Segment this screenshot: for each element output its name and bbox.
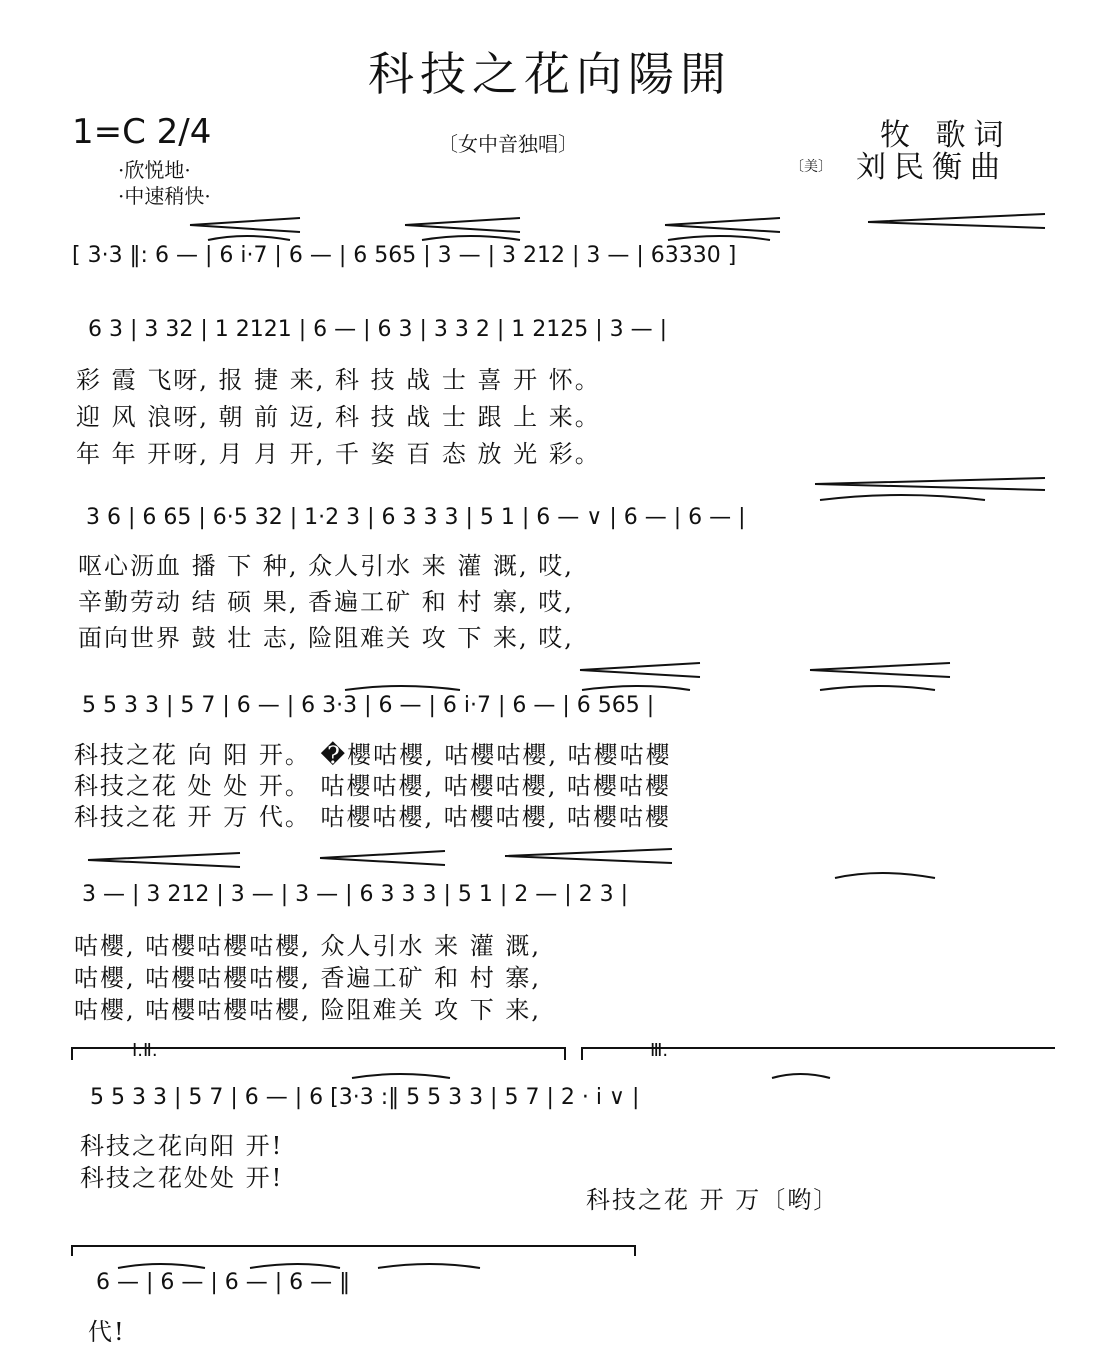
lyric-2-verse-3: 年 年 开呀, 月 月 开, 千 姿 百 态 放 光 彩。: [76, 440, 601, 468]
tie-1c: [668, 236, 770, 240]
lyric-4-verse-1: 科技之花 向 阳 开。 �櫻咕櫻, 咕櫻咕櫻, 咕櫻咕櫻: [74, 741, 672, 769]
composer-nationality: 〔美〕: [790, 159, 832, 175]
hairpin-1c: [665, 218, 780, 232]
lyric-3-verse-3: 面向世界 鼓 壮 志, 险阻难关 攻 下 来, 哎,: [78, 624, 574, 652]
hairpin-1a: [190, 218, 300, 232]
score-line-6: 5 5 3 3 | 5 7 | 6 — | 6 [3·3 :‖ 5 5 3 3 | 5 7 | 2 · i ∨ |: [90, 1085, 640, 1110]
volta-3-label: Ⅲ.: [650, 1040, 669, 1061]
lyric-4-verse-2: 科技之花 处 处 开。 咕櫻咕櫻, 咕櫻咕櫻, 咕櫻咕櫻: [74, 772, 672, 800]
hairpin-4a: [580, 663, 700, 677]
lyric-7: 代!: [88, 1318, 126, 1346]
volta-1-2-label: Ⅰ.Ⅱ.: [132, 1040, 158, 1061]
lyric-5-verse-2: 咕櫻, 咕櫻咕櫻咕櫻, 香遍工矿 和 村 寨,: [74, 964, 542, 992]
hairpin-5c: [505, 849, 672, 863]
tie-5: [835, 873, 935, 878]
hairpin-4b: [810, 663, 950, 677]
tempo-marking-1: ·欣悦地·: [118, 158, 191, 182]
hairpin-1d: [868, 214, 1045, 228]
score-line-3: 3 6 | 6 65 | 6·5 32 | 1·2 3 | 6 3 3 3 | 5 1 | 6 — ∨ | 6 — | 6 — |: [86, 505, 746, 530]
lyric-6-verse-2: 科技之花处处 开!: [80, 1164, 284, 1192]
lyric-6-verse-1: 科技之花向阳 开!: [80, 1132, 284, 1160]
tie-4c: [820, 686, 935, 690]
tie-6b: [772, 1074, 830, 1078]
tie-7a: [118, 1264, 205, 1268]
lyric-2-verse-2: 迎 风 浪呀, 朝 前 迈, 科 技 战 士 跟 上 来。: [76, 403, 601, 431]
key-signature: 1=C 2/4: [72, 112, 212, 152]
score-line-1: [ 3·3 ‖: 6 — | 6 i·7 | 6 — | 6 565 | 3 — | 3 212 | 3 — | 63330 ]: [72, 243, 737, 268]
lyric-6-verse-3: 科技之花 开 万〔哟〕: [586, 1186, 840, 1214]
volta-bracket-2: [582, 1048, 1055, 1060]
tie-1b: [422, 236, 520, 240]
hairpin-5b: [320, 851, 445, 865]
song-title: 科技之花向陽開: [368, 47, 732, 101]
voice-type: 〔女中音独唱〕: [438, 132, 578, 156]
volta-bracket-1: [72, 1048, 565, 1060]
tie-1a: [208, 236, 290, 240]
tie-6a: [352, 1074, 450, 1078]
composer-credit: 刘民衡曲: [856, 150, 1008, 185]
tie-3: [820, 495, 985, 500]
score-line-4: 5 5 3 3 | 5 7 | 6 — | 6 3·3 | 6 — | 6 i·7 | 6 — | 6 565 |: [82, 693, 655, 718]
score-line-7: 6 — | 6 — | 6 — | 6 — ‖: [96, 1270, 351, 1295]
hairpin-5a: [88, 853, 240, 867]
lyric-2-verse-1: 彩 霞 飞呀, 报 捷 来, 科 技 战 士 喜 开 怀。: [76, 366, 601, 394]
hairpin-3: [815, 478, 1045, 490]
lyric-4-verse-3: 科技之花 开 万 代。 咕櫻咕櫻, 咕櫻咕櫻, 咕櫻咕櫻: [74, 803, 672, 831]
lyric-3-verse-2: 辛勤劳动 结 硕 果, 香遍工矿 和 村 寨, 哎,: [78, 588, 574, 616]
tempo-marking-2: ·中速稍快·: [118, 184, 211, 208]
tie-4a: [345, 686, 460, 690]
score-line-5: 3 — | 3 212 | 3 — | 3 — | 6 3 3 3 | 5 1 | 2 — | 2 3 |: [82, 882, 629, 907]
score-line-2: 6 3 | 3 32 | 1 2121 | 6 — | 6 3 | 3 3 2 | 1 2125 | 3 — |: [88, 317, 668, 342]
tie-4b: [582, 686, 690, 690]
lyric-5-verse-1: 咕櫻, 咕櫻咕櫻咕櫻, 众人引水 来 灌 溉,: [74, 932, 542, 960]
lyric-5-verse-3: 咕櫻, 咕櫻咕櫻咕櫻, 险阻难关 攻 下 来,: [74, 996, 542, 1024]
tie-7b: [250, 1264, 340, 1268]
tie-7c: [378, 1264, 480, 1268]
lyricist-credit: 牧 歌词: [880, 118, 1012, 153]
coda-bracket: [72, 1246, 635, 1256]
hairpin-1b: [405, 218, 520, 232]
lyric-3-verse-1: 呕心沥血 播 下 种, 众人引水 来 灌 溉, 哎,: [78, 552, 574, 580]
